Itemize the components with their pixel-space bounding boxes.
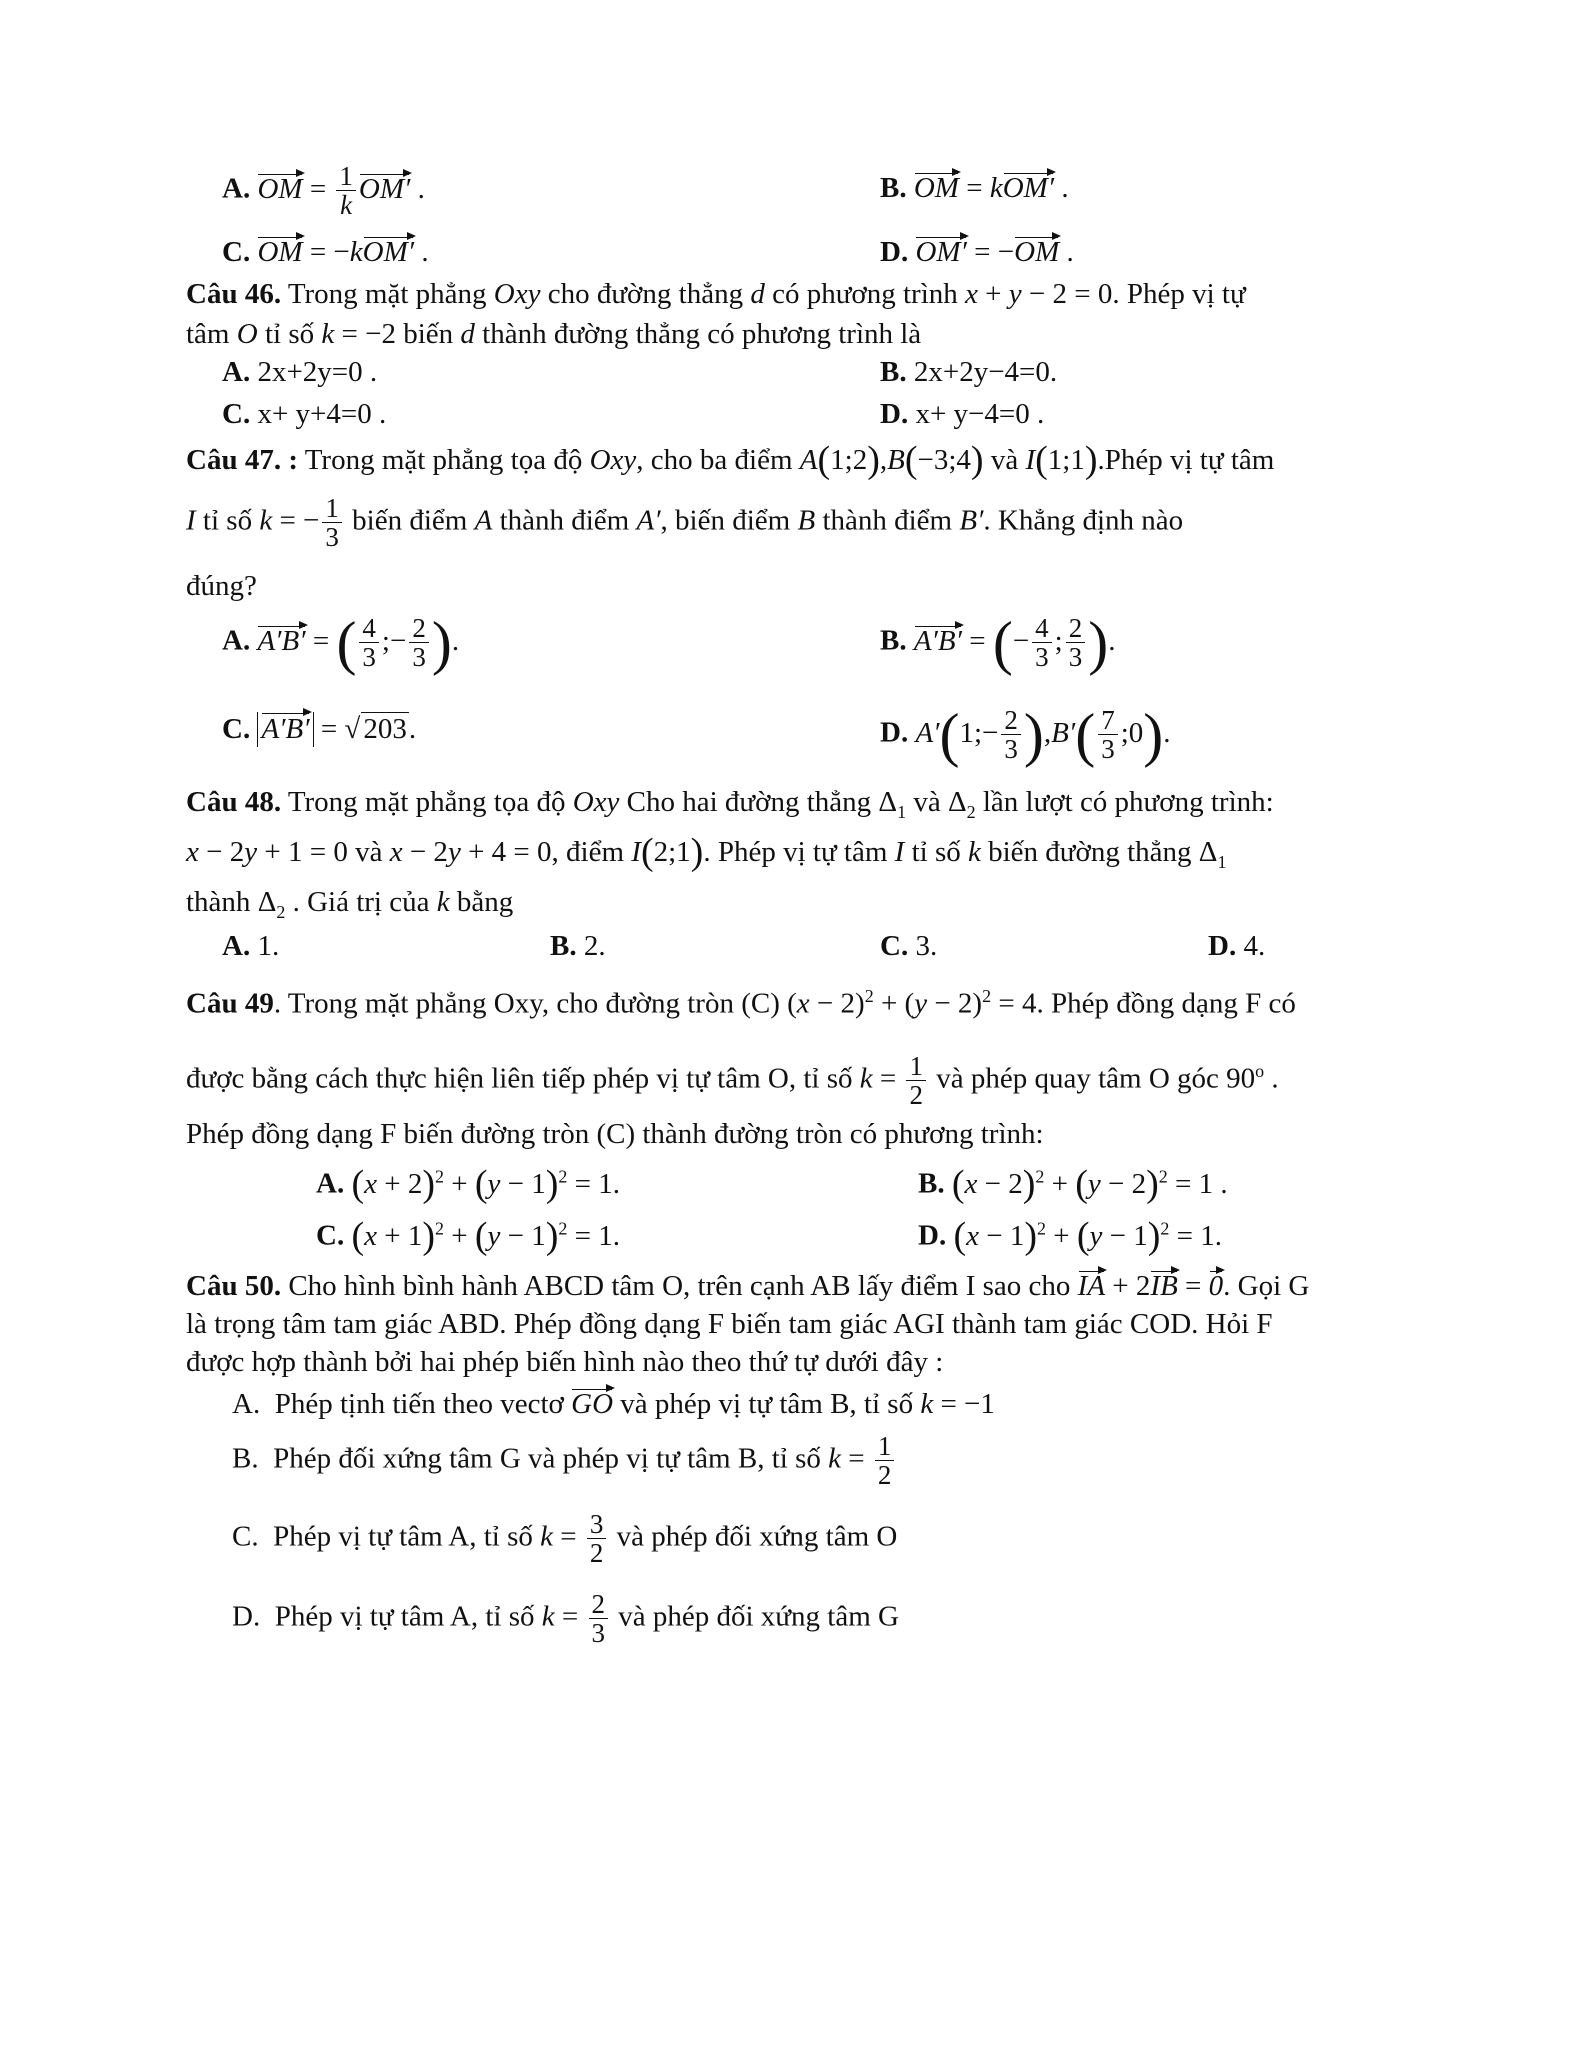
q50-line-3 [186, 1346, 943, 1379]
q48-option-d [1208, 930, 1265, 963]
question-text: Cho hai đường thẳng [626, 786, 872, 818]
question-text: là trọng tâm tam giác ABD. Phép đồng dạng F biến tam giác AGI thành tam giác COD. Hỏi F [186, 1308, 1273, 1340]
q50-line-1 [186, 1270, 1309, 1303]
math-expression: $(x + 1)^2 + (y - 1)^2 = 1$. [351, 1214, 621, 1257]
q45-option-a [222, 162, 425, 220]
option-text: Phép vị tự tâm A, tỉ số [273, 1520, 533, 1553]
question-text: Cho hình bình hành ABCD tâm O, trên cạnh AB lấy điểm I sao cho [288, 1270, 1071, 1302]
option-label: A. [232, 1388, 261, 1420]
option-value: 3. [915, 930, 938, 962]
option-value: x+ y+4=0 . [257, 398, 387, 430]
q45-option-b [880, 172, 1069, 205]
option-text: Phép vị tự tâm A, tỉ số [274, 1600, 535, 1633]
q48-line-1: Câu 48. Trong mặt phẳng tọa độ Oxy Cho hai đường thẳng $\Delta_1$ và $\Delta_2$ lần lượt có phương trình: [186, 786, 1274, 822]
q49-option-c [316, 1214, 621, 1257]
math-expression: OM′ = −OM . [915, 236, 1074, 268]
q48-option-b [550, 930, 606, 963]
option-label: A. [222, 930, 251, 962]
question-text: thành điểm [822, 504, 953, 537]
q48-line-3: thành $\Delta_2$ . Giá trị của k bằng [186, 886, 514, 922]
question-text: Trong mặt phẳng tọa độ [287, 786, 566, 818]
question-text: bằng [456, 886, 514, 918]
option-label: D. [1208, 930, 1237, 962]
question-text: và [990, 444, 1019, 476]
q48-option-c [880, 930, 937, 963]
question-text: . Phép vị tự tâm [703, 836, 888, 868]
option-label: A. [316, 1167, 345, 1200]
question-text: . Phép đồng dạng F có [1036, 987, 1296, 1020]
question-text: biến [403, 318, 454, 350]
question-text: .Phép vị tự tâm [1097, 444, 1275, 476]
question-text: biến đường thẳng [988, 836, 1192, 868]
q50-option-a: A. Phép tịnh tiến theo vectơ GO và phép vị tự tâm B, tỉ số k = −1 [232, 1388, 995, 1420]
math-expression: A′(1;− $\frac{2}{3}$ ),B′( $\frac{7}{3}$ ;0). [915, 701, 1171, 768]
q50-option-c: C. Phép vị tự tâm A, tỉ số k = $\frac{3}{2}$ và phép đối xứng tâm O [232, 1509, 898, 1569]
option-value: 1. [257, 930, 280, 962]
option-label: D. [880, 716, 909, 749]
option-label: D. [918, 1219, 947, 1252]
math-expression: OM = kOM′ . [913, 172, 1069, 204]
q49-line-3 [186, 1118, 1044, 1151]
question-label: Câu 47. : [186, 444, 298, 476]
question-text: Trong mặt phẳng [287, 278, 487, 310]
math-expression: A′B′ = √ 203. [257, 713, 416, 745]
option-text: và phép vị tự tâm B, tỉ số [620, 1388, 914, 1420]
option-label: D. [880, 398, 909, 430]
option-label: C. [880, 930, 909, 962]
option-label: B. [880, 172, 907, 204]
question-text: Phép đồng dạng F biến đường tròn (C) thành đường tròn có phương trình: [186, 1118, 1044, 1150]
option-value: 2. [583, 930, 606, 962]
question-text: lần lượt có phương trình: [982, 786, 1274, 818]
math-expression: OM = $\frac{1}{k}$ OM′ . [257, 161, 425, 221]
math-expression: IA + 2IB = 0 [1077, 1270, 1224, 1302]
option-value: 4. [1243, 930, 1266, 962]
q50-line-2 [186, 1308, 1273, 1341]
question-text: được hợp thành bởi hai phép biến hình nào theo thứ tự dưới đây : [186, 1346, 944, 1378]
q46-option-b [880, 356, 1057, 389]
q47-line-2: I tỉ số k = − $\frac{1}{3}$ biến điểm A thành điểm A′, biến điểm B thành điểm B′. Khẳng định nào [186, 493, 1184, 553]
question-text: , biến điểm [660, 504, 791, 537]
option-value: 2x+2y=0 . [257, 356, 378, 388]
option-label: D. [232, 1600, 261, 1633]
option-label: B. [880, 356, 907, 388]
question-text: tỉ số [911, 836, 961, 868]
option-label: D. [880, 236, 909, 268]
question-label: Câu 50. [186, 1270, 282, 1302]
q49-option-d [918, 1214, 1223, 1257]
q50-option-b: B. Phép đối xứng tâm G và phép vị tự tâm B, tỉ số k = $\frac{1}{2}$ [232, 1432, 897, 1490]
q46-option-c [222, 398, 386, 431]
question-text: , điểm [551, 836, 625, 868]
q49-line-2: được bằng cách thực hiện liên tiếp phép vị tự tâm O, tỉ số k = $\frac{1}{2}$ và phép quay tâm O góc 90$^o$ . [186, 1051, 1279, 1111]
option-text: và phép đối xứng tâm G [618, 1600, 899, 1633]
option-label: B. [880, 624, 907, 657]
question-text: thành điểm [499, 504, 630, 537]
question-text: . Gọi G [1223, 1270, 1310, 1302]
option-text: Phép tịnh tiến theo vectơ [274, 1388, 564, 1420]
question-text: . Khẳng định nào [983, 504, 1184, 537]
question-text: tâm [186, 318, 230, 350]
option-text: và phép đối xứng tâm O [616, 1520, 898, 1553]
q47-line-1: Câu 47. : Trong mặt phẳng tọa độ Oxy, cho ba điểm A(1;2),B(−3;4) và I(1;1).Phép vị tự tâm [186, 439, 1275, 482]
math-expression: OM = −kOM′ . [257, 236, 429, 268]
question-text: đúng? [186, 570, 257, 602]
option-label: A. [222, 172, 251, 205]
option-value: 2x+2y−4=0. [913, 356, 1058, 388]
option-label: C. [222, 398, 251, 430]
q46-option-a [222, 356, 377, 389]
question-text: Trong mặt phẳng tọa độ [304, 444, 583, 476]
q47-option-a [222, 609, 460, 676]
question-text: thành đường thẳng có phương trình là [482, 318, 922, 350]
option-label: B. [550, 930, 577, 962]
q47-option-b [880, 609, 1116, 676]
option-label: C. [222, 713, 251, 745]
q47-option-d [880, 701, 1171, 768]
question-text: thành [186, 886, 251, 918]
q45-option-c [222, 236, 429, 269]
q49-option-a [316, 1162, 621, 1205]
option-label: B. [918, 1167, 945, 1200]
q46-line-2: tâm O tỉ số k = −2 biến d thành đường thẳng có phương trình là [186, 318, 922, 350]
q50-option-d: D. Phép vị tự tâm A, tỉ số k = $\frac{2}{3}$ và phép đối xứng tâm G [232, 1589, 899, 1649]
q46-option-d [880, 398, 1044, 431]
option-label: A. [222, 356, 251, 388]
question-text: . Giá trị của [292, 886, 430, 918]
option-text: Phép đối xứng tâm G và phép vị tự tâm B, tỉ số [273, 1442, 821, 1475]
q49-option-b [918, 1162, 1228, 1205]
question-text: , cho ba điểm [636, 444, 793, 476]
option-label: C. [222, 236, 251, 268]
q47-line-3 [186, 570, 257, 603]
question-label: Câu 48. [186, 786, 282, 818]
q45-option-d [880, 236, 1074, 269]
math-expression: $(x + 2)^2 + (y - 1)^2 = 1$. [351, 1162, 621, 1205]
question-text: biến điểm [352, 504, 468, 537]
option-label: A. [222, 624, 251, 657]
question-text: và [913, 786, 941, 818]
option-value: x+ y−4=0 . [915, 398, 1045, 430]
math-expression: $(x - 1)^2 + (y - 1)^2 = 1$. [953, 1214, 1223, 1257]
question-text: . Trong mặt phẳng Oxy, cho đường tròn (C) [273, 987, 780, 1020]
question-text: tỉ số [264, 318, 315, 350]
question-text: được bằng cách thực hiện liên tiếp phép vị tự tâm O, tỉ số [186, 1062, 853, 1095]
option-label: C. [232, 1520, 259, 1553]
question-text: và phép quay tâm O góc [936, 1062, 1219, 1095]
q49-line-1: Câu 49. Trong mặt phẳng Oxy, cho đường tròn (C) $(x - 2)^2 + (y - 2)^2 = 4$. Phép đồng dạng F có [186, 986, 1296, 1020]
math-expression: A′B′ = (− $\frac{4}{3}$ ; $\frac{2}{3}$ ). [913, 609, 1116, 676]
option-label: C. [316, 1219, 345, 1252]
question-text: . Phép vị tự [1112, 278, 1246, 310]
q48-line-2: x − 2y + 1 = 0 và x − 2y + 4 = 0, điểm I(2;1). Phép vị tự tâm I tỉ số k biến đường thẳng $\Delta_1$ [186, 831, 1227, 874]
question-text: và [355, 836, 383, 868]
q47-option-c [222, 712, 416, 747]
math-expression: $(x - 2)^2 + (y - 2)^2 = 1$ . [951, 1162, 1228, 1205]
q46-line-1: Câu 46. Trong mặt phẳng Oxy cho đường thẳng d có phương trình x + y − 2 = 0. Phép vị tự [186, 278, 1246, 310]
option-label: B. [232, 1442, 259, 1475]
question-label: Câu 49 [186, 987, 274, 1020]
question-text: cho đường thẳng [547, 278, 744, 310]
math-expression: A′B′ = ( $\frac{4}{3}$ ;− $\frac{2}{3}$ ). [257, 609, 460, 676]
question-text: tỉ số [202, 504, 253, 537]
question-label: Câu 46. [186, 278, 282, 310]
question-text: có phương trình [772, 278, 958, 310]
q48-option-a [222, 930, 279, 963]
